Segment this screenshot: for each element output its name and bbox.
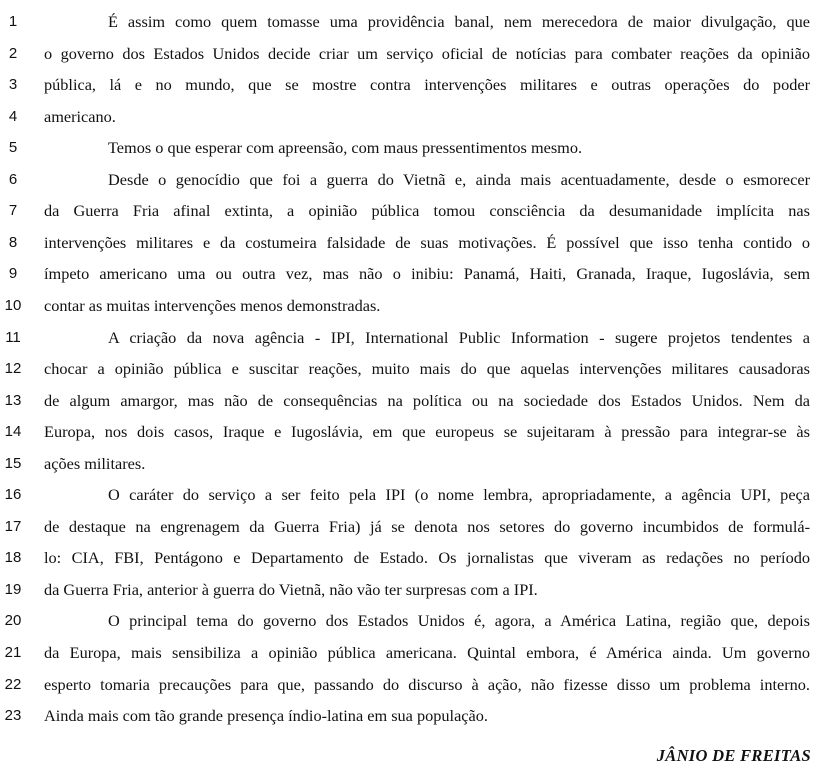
line-number: 12 bbox=[4, 360, 22, 378]
line-text: da Guerra Fria, anterior à guerra do Vietnã, não vão ter surpresas com a IPI. bbox=[44, 579, 538, 599]
line-text: O caráter do serviço a ser feito pela IPI (o nome lembra, apropriadamente, a agência UPI, peça bbox=[108, 485, 810, 505]
line-text: da Europa, mais sensibiliza a opinião pública americana. Quintal embora, é América ainda. Um governo bbox=[44, 643, 810, 662]
line-text: Ainda mais com tão grande presença índio-latina em sua população. bbox=[44, 706, 488, 726]
line-text: ações militares. bbox=[44, 453, 146, 473]
line-text: chocar a opinião pública e suscitar reações, muito mais do que aquelas intervenções militares causadoras bbox=[44, 359, 810, 379]
line-text: Temos o que esperar com apreensão, com maus pressentimentos mesmo. bbox=[108, 138, 583, 158]
author-signature: JÂNIO DE FREITAS bbox=[656, 746, 811, 765]
line-text: Desde o genocídio que foi a guerra do Vietnã e, ainda mais acentuadamente, desde o esmorecer bbox=[108, 169, 810, 189]
line-text: A criação da nova agência - IPI, International Public Information - sugere projetos tendentes a bbox=[108, 327, 810, 347]
line-text: americano. bbox=[44, 106, 116, 126]
text-line bbox=[0, 105, 833, 137]
text-line bbox=[0, 578, 833, 610]
line-text: de algum amargor, mas não de consequências na política ou na sociedade dos Estados Unidos. Nem da bbox=[44, 390, 810, 410]
line-number: 17 bbox=[4, 517, 22, 535]
line-text: O principal tema do governo dos Estados Unidos é, agora, a América Latina, região que, depois bbox=[108, 611, 810, 631]
text-line bbox=[0, 326, 833, 358]
line-number: 15 bbox=[4, 454, 22, 472]
line-number: 10 bbox=[4, 296, 22, 314]
text-line bbox=[0, 42, 833, 74]
line-text: lo: CIA, FBI, Pentágono e Departamento de Estado. Os jornalistas que viveram as redações no período bbox=[44, 548, 810, 568]
text-line bbox=[0, 168, 833, 200]
text-line bbox=[0, 483, 833, 515]
line-text: contar as muitas intervenções menos demonstradas. bbox=[44, 295, 381, 315]
text-line bbox=[0, 294, 833, 326]
text-line bbox=[0, 262, 833, 294]
line-text: ímpeto americano uma ou outra vez, mas não o inibiu: Panamá, Haiti, Granada, Iraque, Iugoslávia, sem bbox=[44, 264, 810, 284]
text-line bbox=[0, 515, 833, 547]
line-number: 16 bbox=[4, 486, 22, 504]
text-line bbox=[0, 136, 833, 168]
text-line bbox=[0, 357, 833, 389]
line-number: 14 bbox=[4, 423, 22, 441]
text-line bbox=[0, 389, 833, 421]
text-line bbox=[0, 10, 833, 42]
line-number: 4 bbox=[8, 107, 18, 125]
text-line bbox=[0, 704, 833, 736]
text-line bbox=[0, 420, 833, 452]
line-number: 22 bbox=[4, 675, 22, 693]
line-number: 18 bbox=[4, 549, 22, 567]
line-text: de destaque na engrenagem da Guerra Fria) já se denota nos setores do governo incumbidos de formulá- bbox=[44, 516, 810, 536]
line-number: 9 bbox=[8, 265, 18, 283]
line-text: esperto tomaria precauções para que, passando do discurso à ação, não fizesse disso um problema interno. bbox=[44, 674, 810, 694]
line-number: 13 bbox=[4, 391, 22, 409]
line-number: 23 bbox=[4, 707, 22, 725]
line-number: 3 bbox=[8, 76, 18, 94]
text-line bbox=[0, 452, 833, 484]
line-number: 2 bbox=[8, 44, 18, 62]
line-number: 8 bbox=[8, 233, 18, 251]
line-number: 11 bbox=[5, 328, 21, 346]
line-text: intervenções militares e da costumeira falsidade de suas motivações. É possível que isso tenha contido o bbox=[44, 232, 810, 252]
line-number: 21 bbox=[4, 644, 22, 661]
line-number: 7 bbox=[8, 202, 18, 220]
line-text: o governo dos Estados Unidos decide criar um serviço oficial de notícias para combater reações da opinião bbox=[44, 43, 810, 63]
line-number: 20 bbox=[4, 612, 22, 630]
text-line bbox=[0, 231, 833, 263]
line-number: 19 bbox=[4, 580, 22, 598]
line-text: da Guerra Fria afinal extinta, a opinião pública tomou consciência da desumanidade implícita nas bbox=[44, 201, 810, 221]
line-number: 6 bbox=[8, 170, 18, 188]
text-line bbox=[0, 199, 833, 231]
line-text: pública, lá e no mundo, que se mostre contra intervenções militares e outras operações do poder bbox=[44, 75, 810, 95]
text-line bbox=[0, 609, 833, 641]
line-text: Europa, nos dois casos, Iraque e Iugoslávia, em que europeus se sujeitaram à pressão para integrar-se às bbox=[44, 422, 810, 442]
text-line bbox=[0, 73, 833, 105]
line-number: 1 bbox=[8, 13, 18, 30]
text-line bbox=[0, 546, 833, 578]
line-number: 5 bbox=[8, 139, 18, 157]
text-line bbox=[0, 673, 833, 705]
line-text: É assim como quem tomasse uma providência banal, nem merecedora de maior divulgação, que bbox=[108, 12, 810, 31]
text-line bbox=[0, 641, 833, 673]
